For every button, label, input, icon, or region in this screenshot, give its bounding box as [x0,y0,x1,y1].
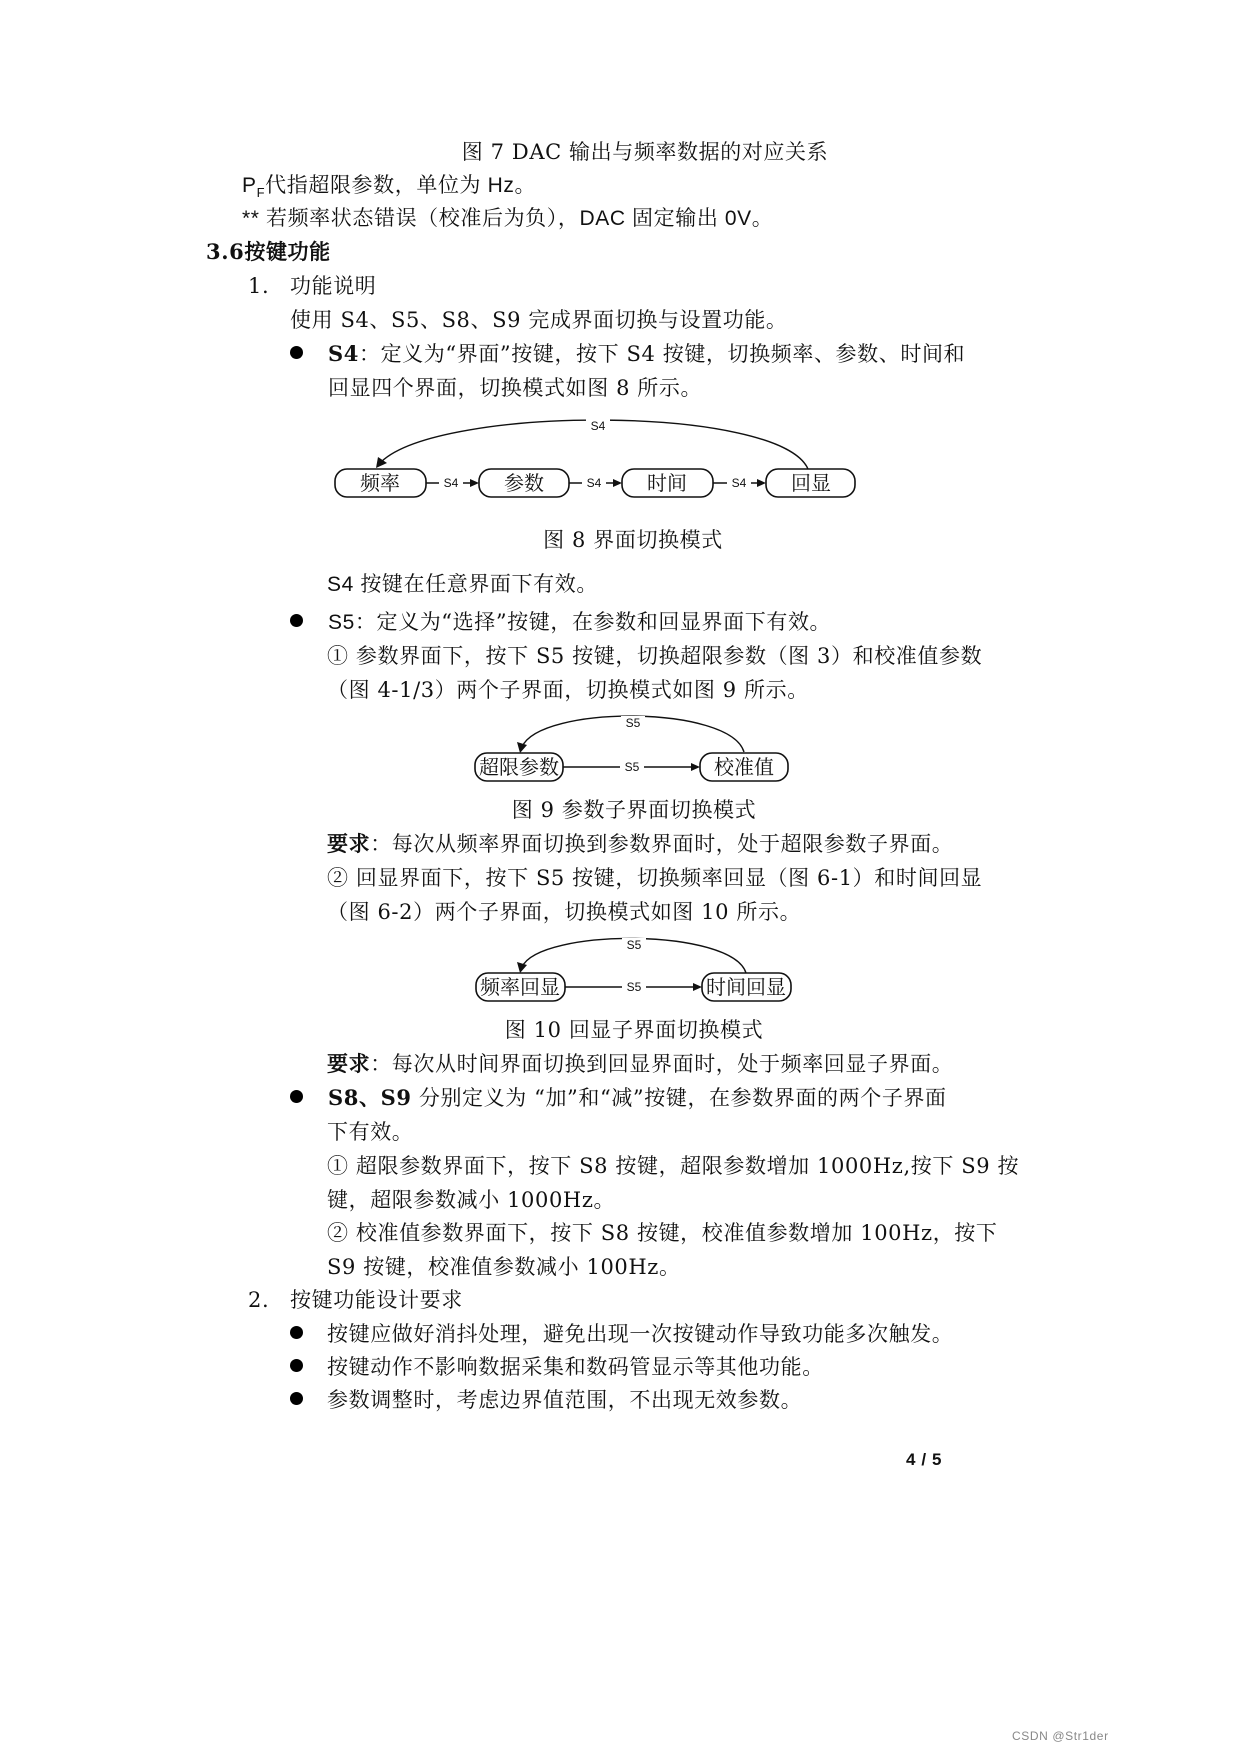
s5-req2 [327,1050,953,1078]
s89-line1 [328,1084,947,1112]
bullet-s8-s9 [290,1090,303,1103]
pf-symbol: P [242,174,257,197]
fig10-return-label: S5 [626,938,642,952]
item-1-intro: 使用 S4、S5、S8、S9 完成界面切换与设置功能。 [290,308,788,332]
fig9-node-calibration-label: 校准值 [714,755,774,779]
s5-req1-label: 要求 [327,831,371,856]
fig8-return-label: S4 [590,419,606,433]
s5-key: S5 [328,611,355,634]
s5-req2-label: 要求 [327,1051,371,1076]
fig10-node-freq-playback-label: 频率回显 [480,975,560,999]
watermark: CSDN @Str1der [1012,1729,1109,1743]
fig10-return-arrowhead [517,962,527,973]
fig8-node-playback-label: 回显 [791,471,831,495]
s4-key: S4 [328,341,359,366]
requirement-3: 参数调整时，考虑边界值范围，不出现无效参数。 [327,1388,803,1412]
pf-text: 代指超限参数，单位为 Hz。 [265,174,537,197]
bullet-req-1 [290,1326,303,1339]
dac-note: ** 若频率状态错误（校准后为负），DAC 固定输出 0V。 [242,207,774,230]
fig8-node-time-label: 时间 [647,471,687,495]
fig10-caption: 图 10 回显子界面切换模式 [504,1018,764,1042]
fig10-node-time-playback-label: 时间回显 [706,975,786,999]
item-2-number: 2. [248,1288,270,1312]
s5-p2-line2: （图 6-2）两个子界面，切换模式如图 10 所示。 [327,900,802,924]
page-number: 4 / 5 [906,1450,943,1469]
s89-keys: S8、S9 [328,1085,412,1110]
s5-req2-text: ：每次从时间界面切换到回显界面时，处于频率回显子界面。 [370,1052,954,1076]
fig8-edge-2-label: S4 [586,476,602,490]
s89-p1-line2: 键，超限参数减小 1000Hz。 [327,1188,616,1212]
fig10-arrowhead [693,983,702,991]
fig9-return-label: S5 [625,716,641,730]
s4-desc: ：定义为“界面”按键，按下 S4 按键，切换频率、参数、时间和 [358,342,966,366]
fig9-edge-label: S5 [624,760,640,774]
item-1-title: 功能说明 [290,274,377,298]
s89-p1-line1: ① 超限参数界面下，按下 S8 按键，超限参数增加 1000Hz,按下 S9 按 [327,1154,1020,1178]
fig8-edge-3-label: S4 [731,476,747,490]
s89-desc: 分别定义为 “加”和“减”按键，在参数界面的两个子界面 [411,1086,947,1110]
s89-p2-line2: S9 按键，校准值参数减小 100Hz。 [327,1255,681,1279]
s89-line2: 下有效。 [327,1120,414,1144]
fig9-caption: 图 9 参数子界面切换模式 [511,798,757,822]
s5-p1-line1: ① 参数界面下，按下 S5 按键，切换超限参数（图 3）和校准值参数 [327,644,983,668]
s4-line2: 回显四个界面，切换模式如图 8 所示。 [328,376,703,400]
fig8-edge-1-label: S4 [443,476,459,490]
section-number: 3.6 [206,239,245,264]
s4-after: S4 按键在任意界面下有效。 [327,573,598,596]
bullet-req-2 [290,1359,303,1372]
bullet-req-3 [290,1392,303,1405]
pf-subscript: F [256,185,266,201]
fig8-node-frequency-label: 频率 [360,471,400,495]
fig7-caption: 图 7 DAC 输出与频率数据的对应关系 [461,140,829,164]
fig10-edge-label: S5 [626,980,642,994]
item-2-title: 按键功能设计要求 [290,1288,463,1312]
requirement-1: 按键应做好消抖处理，避免出现一次按键动作导致功能多次触发。 [327,1322,954,1346]
s5-req1-text: ：每次从频率界面切换到参数界面时，处于超限参数子界面。 [370,832,954,856]
item-1-number: 1. [248,274,270,298]
s5-p2-line1: ② 回显界面下，按下 S5 按键，切换频率回显（图 6-1）和时间回显 [327,866,983,890]
fig8-node-parameter-label: 参数 [504,471,544,495]
section-title: 按键功能 [244,239,331,264]
s5-p1-line2: （图 4-1/3）两个子界面，切换模式如图 9 所示。 [327,678,809,702]
s89-p2-line1: ② 校准值参数界面下，按下 S8 按键，校准值参数增加 100Hz，按下 [327,1221,998,1245]
requirement-2: 按键动作不影响数据采集和数码管显示等其他功能。 [327,1355,824,1379]
s5-desc: ：定义为“选择”按键，在参数和回显界面下有效。 [354,610,832,634]
fig9-node-limit-param-label: 超限参数 [479,755,559,779]
fig8-caption: 图 8 界面切换模式 [543,528,723,552]
